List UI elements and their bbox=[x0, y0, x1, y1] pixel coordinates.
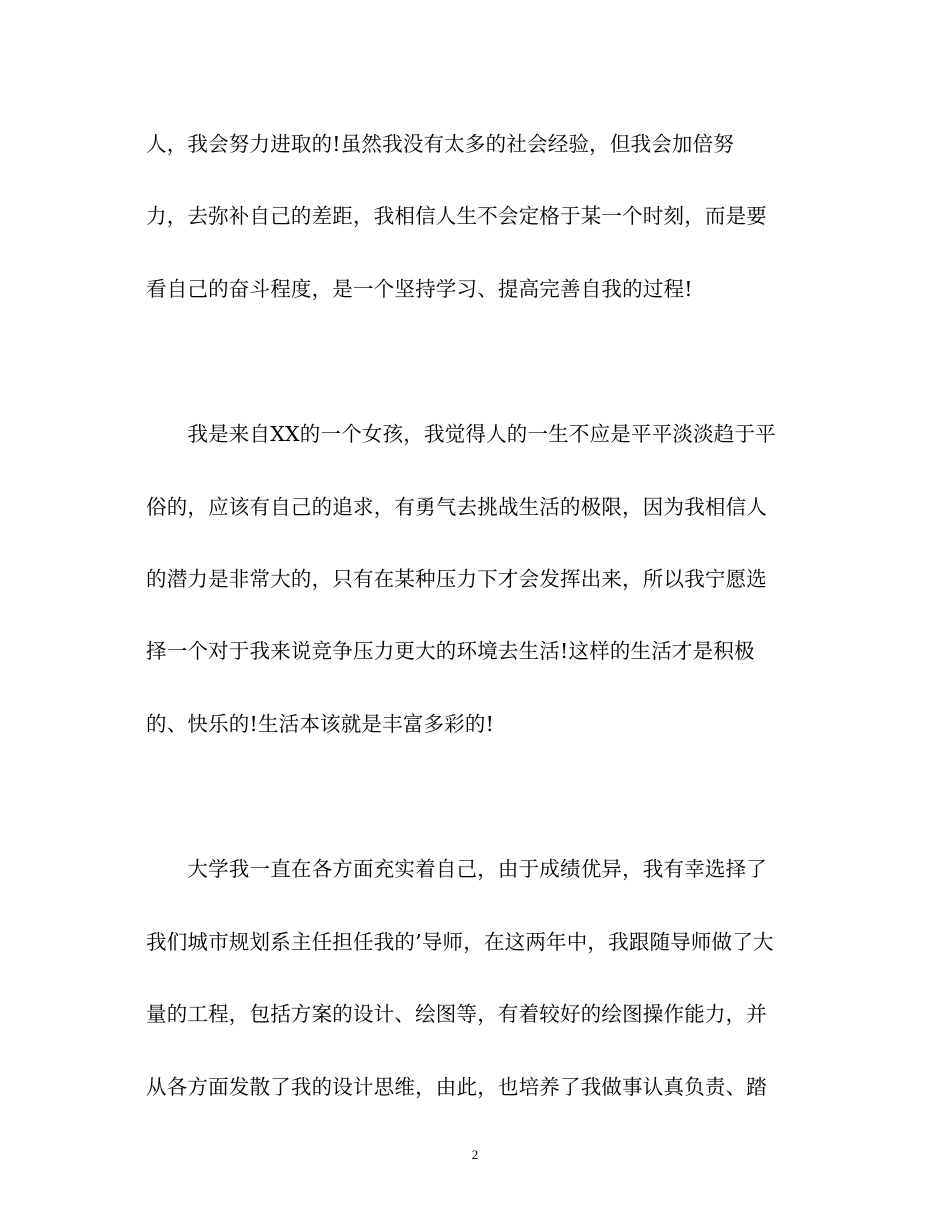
text-line: 我是来自XX的一个女孩，我觉得人的一生不应是平平淡淡趋于平 bbox=[146, 422, 776, 446]
text-line: 量的工程，包括方案的设计、绘图等，有着较好的绘图操作能力，并 bbox=[146, 1002, 767, 1026]
text-line: 的、快乐的!生活本该就是丰富多彩的! bbox=[146, 712, 495, 736]
text-line: 俗的，应该有自己的追求，有勇气去挑战生活的极限，因为我相信人 bbox=[146, 495, 767, 519]
page-number: 2 bbox=[471, 1147, 479, 1162]
text-line: 的潜力是非常大的，只有在某种压力下才会发挥出来，所以我宁愿选 bbox=[146, 567, 767, 591]
text-line: 大学我一直在各方面充实着自己，由于成绩优异，我有幸选择了 bbox=[146, 857, 767, 881]
text-line: 人，我会努力进取的!虽然我没有太多的社会经验，但我会加倍努 bbox=[146, 132, 735, 156]
text-line: 力，去弥补自己的差距，我相信人生不会定格于某一个时刻，而是要 bbox=[146, 204, 767, 228]
text-line: 看自己的奋斗程度，是一个坚持学习、提高完善自我的过程! bbox=[146, 277, 693, 301]
text-line: 我们城市规划系主任担任我的’导师，在这两年中，我跟随导师做了大 bbox=[146, 930, 774, 954]
text-line: 从各方面发散了我的设计思维，由此，也培养了我做事认真负责、踏 bbox=[146, 1075, 767, 1099]
text-line: 择一个对于我来说竞争压力更大的环境去生活!这样的生活才是积极 bbox=[146, 639, 755, 663]
